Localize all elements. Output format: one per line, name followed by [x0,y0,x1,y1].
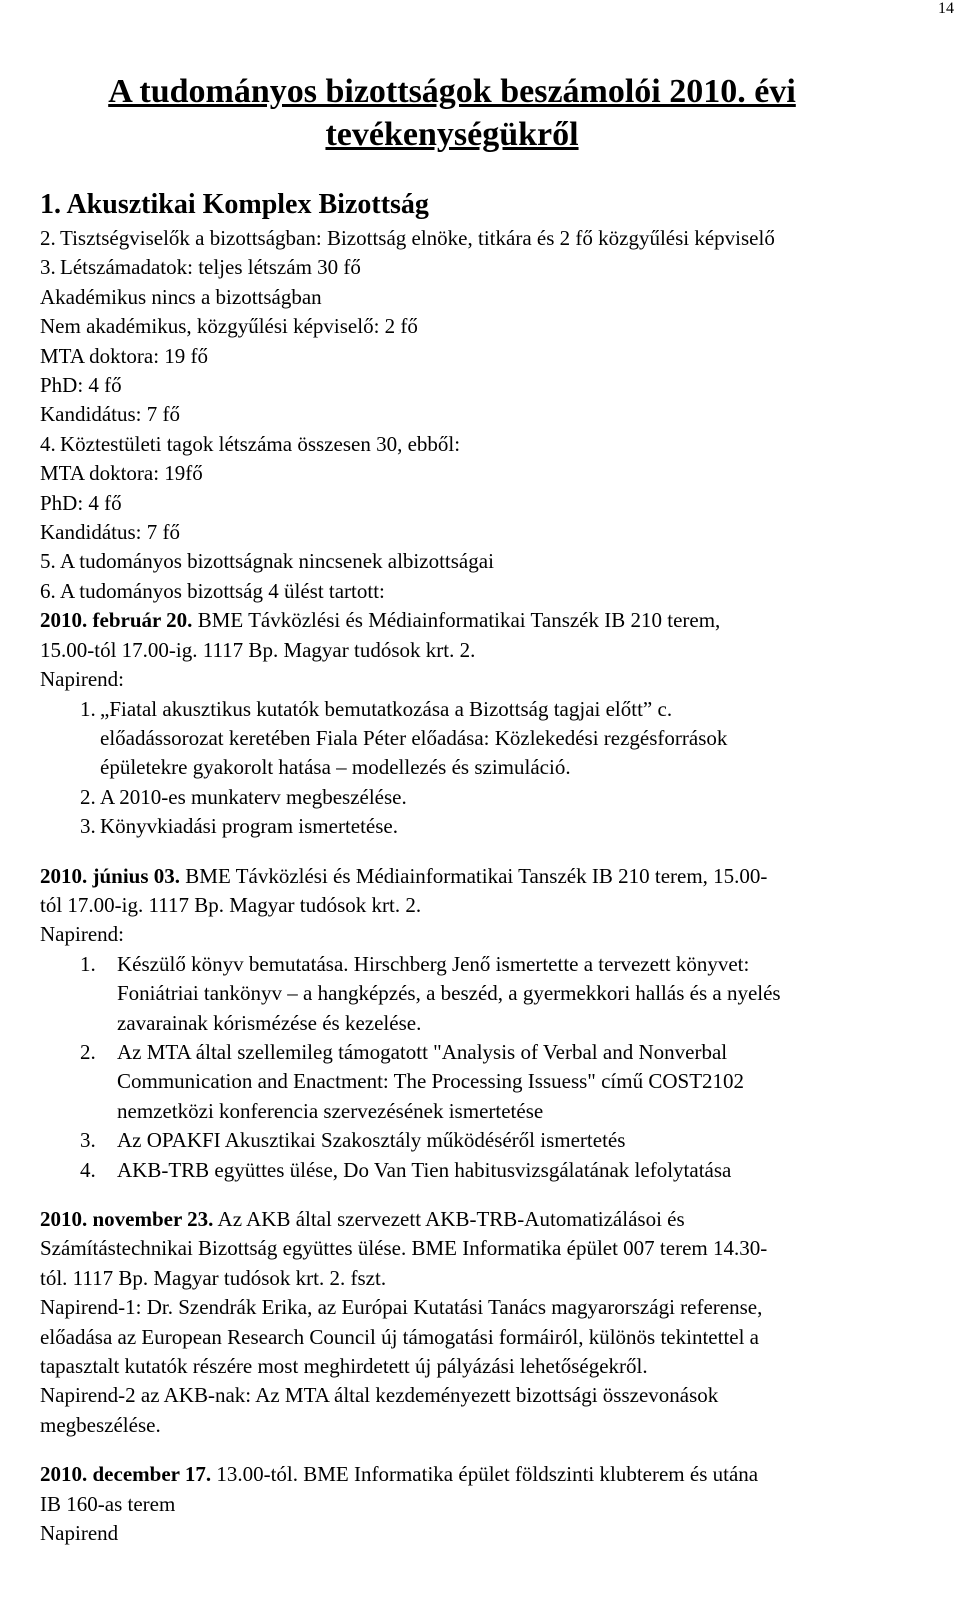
list-item-lines: MTA doktora: 19fő PhD: 4 fő Kandidátus: 7 fő [40,461,203,545]
meeting-1: 2010. február 20. BME Távközlési és Médiainformatikai Tanszék IB 210 terem, 15.00-tól 17.00-ig. 1117 Bp. Magyar tudósok krt. 2. Napirend: 1. „Fiatal akusztikus kutatók bemutatkozása a Bizottság tagjai előtt” c. előadássorozat keretében Fiala Péter előadása: Közlekedési rezgésforrások épületekre gyakorolt hatása – modellezés és szimuláció. 2. A 2010-es munkaterv megbeszélése. 3. Könyvkiadási program ismertetése. [40,608,728,839]
list-item-lines: Akadémikus nincs a bizottságban Nem akadémikus, közgyűlési képviselő: 2 fő MTA doktora: 19 fő PhD: 4 fő Kandidátus: 7 fő [40,284,418,427]
meeting-3: 2010. november 23. Az AKB által szervezett AKB-TRB-Automatizálásoi és Számítástechnikai Bizottság együttes ülése. BME Informatika épület 007 terem 14.30- tól. 1117 Bp. Magyar tudósok krt. 2. fszt. Napirend-1: Dr. Szendrák Erika, az Európai Kutatási Tanács magyarországi referense, előadása az European Research Council új támogatási formáiról, különös tekintettel a tapasztalt kutatók részére most meghirdetett új pályázási lehetőségekről. Napirend-2 az AKB-nak: Az MTA által kezdeményezett bizottsági összevonások megbeszélése. [40,1207,768,1437]
committee-heading: 1. Akusztikai Komplex Bizottság [40,189,429,220]
document-body [40,188,940,1548]
list-item: 6. A tudományos bizottság 4 ülést tartott: [40,578,385,603]
meeting-2: 2010. június 03. BME Távközlési és Médiainformatikai Tanszék IB 210 terem, 15.00- tól 17.00-ig. 1117 Bp. Magyar tudósok krt. 2. Napirend: 1. Készülő könyv bemutatása. Hirschberg Jenő ismertette a tervezett könyvet: Foniátriai tankönyv – a hangképzés, a beszéd, a gyermekkori hallás és a nyelés zavarainak kórismézése és kezelése. 2. Az MTA által szellemileg támogatott "Analysis of Verbal and Nonverbal Communication and Enactment: The Processing Issuess" című COST2102 nemzetközi konferencia szervezésének ismertetése 3. Az OPAKFI Akusztikai Szakosztály működéséről ismertetés 4. AKB-TRB együttes ülése, Do Van Tien habitusvizsgálatának lefolytatása [40,863,781,1182]
list-item: 5. A tudományos bizottságnak nincsenek albizottságai [40,549,494,574]
page-number: 14 [938,0,954,17]
page-title: A tudományos bizottságok beszámolói 2010. évi tevékenységükről [108,73,796,153]
list-item: 4. Köztestületi tagok létszáma összesen 30, ebből: [40,431,461,456]
list-item: 3. Létszámadatok: teljes létszám 30 fő [40,255,361,280]
meeting-4: 2010. december 17. 13.00-tól. BME Informatika épület földszinti klubterem és utána IB 160-as terem Napirend [40,1462,759,1546]
list-item: 2. Tisztségviselők a bizottságban: Bizottság elnöke, titkára és 2 fő közgyűlési képviselő [40,226,775,250]
